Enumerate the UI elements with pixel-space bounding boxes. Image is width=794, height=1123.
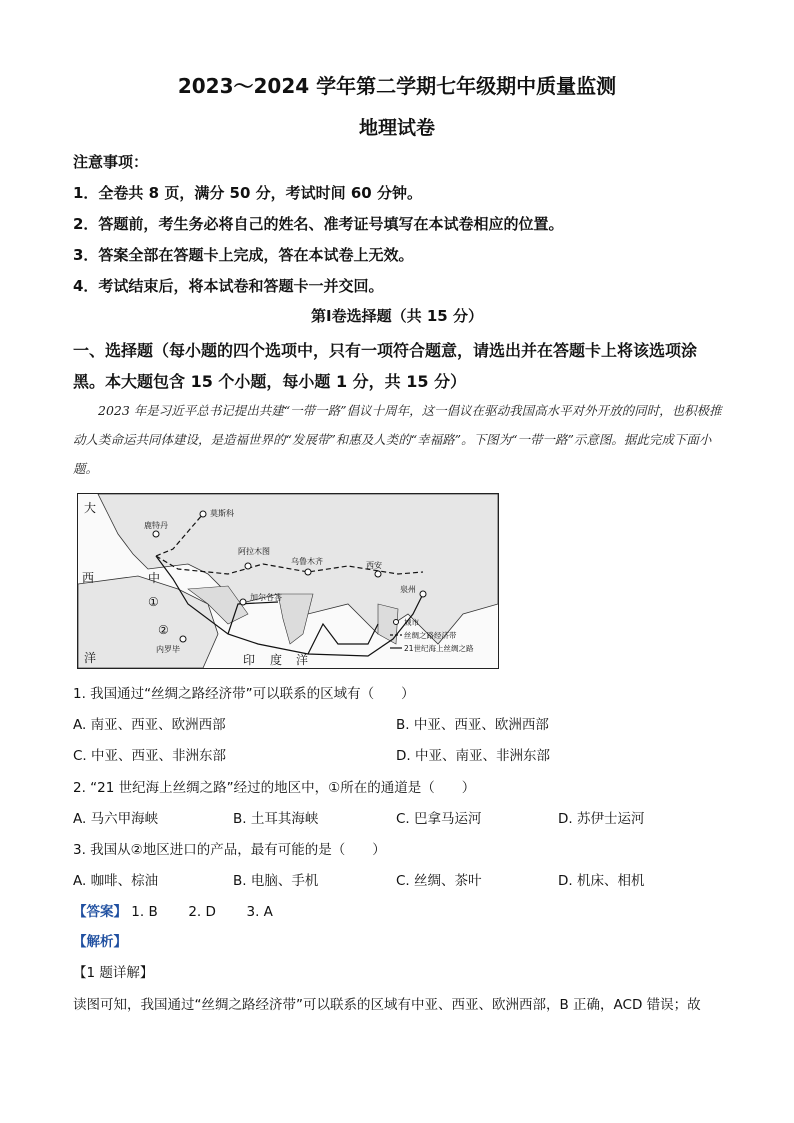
section-instruction-line1: 一、选择题（每小题的四个选项中，只有一项符合题意，请选出并在答题卡上将该选项涂	[73, 341, 698, 360]
legend-city: 城市	[404, 618, 419, 627]
question-2-option-d[interactable]: D. 苏伊士运河	[558, 811, 645, 827]
note-item: 2．答题前，考生务必将自己的姓名、准考证号填写在本试卷相应的位置。	[73, 215, 564, 233]
note-item: 4．考试结束后，将本试卷和答题卡一并交回。	[73, 277, 384, 295]
exam-title: 2023～2024 学年第二学期七年级期中质量监测	[177, 74, 617, 98]
city-dot-almaty	[245, 563, 251, 569]
map-city-label: 西安	[366, 561, 382, 570]
legend-belt: 丝绸之路经济带	[404, 631, 457, 640]
exam-subtitle: 地理试卷	[358, 117, 435, 139]
city-dot-moscow	[200, 511, 206, 517]
detail-tag: 【1 题详解】	[73, 965, 154, 981]
city-dot-urumqi	[305, 569, 311, 575]
legend-road: 21世纪海上丝绸之路	[404, 644, 474, 653]
question-3-option-a[interactable]: A. 咖啡、棕油	[73, 873, 159, 889]
question-3-option-d[interactable]: D. 机床、相机	[558, 873, 645, 889]
map-region-label: 西	[82, 571, 95, 585]
question-1-option-d[interactable]: D. 中亚、南亚、非洲东部	[396, 748, 550, 764]
question-1-option-c[interactable]: C. 中亚、西亚、非洲东部	[73, 748, 227, 764]
city-dot-kolkata	[240, 599, 246, 605]
question-3-option-c[interactable]: C. 丝绸、茶叶	[396, 873, 482, 889]
map-city-label: 内罗毕	[156, 645, 180, 654]
question-2-option-c[interactable]: C. 巴拿马运河	[396, 811, 482, 827]
map-city-label: 鹿特丹	[144, 521, 168, 530]
answer-line	[73, 900, 273, 920]
question-3-option-b[interactable]: B. 电脑、手机	[233, 873, 319, 889]
map-marker-2: ②	[158, 623, 169, 637]
explanation-text: 读图可知，我国通过“丝绸之路经济带”可以联系的区域有中亚、西亚、欧洲西部，B 正确，ACD 错误；故	[73, 997, 701, 1013]
map-region-label: 印	[243, 653, 256, 667]
answer-value: 1. B	[131, 904, 158, 920]
question-1-stem: 1. 我国通过“丝绸之路经济带”可以联系的区域有（ ）	[73, 686, 415, 702]
map-city-label: 阿拉木图	[238, 547, 270, 556]
analysis-tag: 【解析】	[73, 934, 127, 950]
map-region-label: 洋	[84, 651, 97, 665]
map-marker-1: ①	[148, 595, 159, 609]
answer-value: 3. A	[246, 904, 273, 920]
city-dot-rotterdam	[153, 531, 159, 537]
map-city-label: 莫斯科	[210, 509, 234, 518]
answer-tag: 【答案】	[73, 904, 127, 920]
note-item: 1．全卷共 8 页，满分 50 分，考试时间 60 分钟。	[73, 184, 422, 202]
section-title: 第Ⅰ卷选择题（共 15 分）	[311, 307, 483, 325]
section-instruction-line2: 黑。本大题包含 15 个小题，每小题 1 分，共 15 分）	[73, 372, 467, 391]
notes-heading: 注意事项：	[73, 153, 149, 171]
city-dot-nairobi	[180, 636, 186, 642]
map-city-label: 乌鲁木齐	[291, 557, 323, 566]
land-india	[278, 594, 313, 644]
map-city-label: 泉州	[400, 585, 416, 594]
map-region-label: 大	[84, 501, 97, 515]
map-city-label: 加尔各答	[250, 593, 282, 602]
answer-value: 2. D	[188, 904, 216, 920]
city-dot-xian	[375, 571, 381, 577]
map-region-label: 洋	[296, 653, 309, 667]
question-3-stem: 3. 我国从②地区进口的产品，最有可能的是（ ）	[73, 842, 386, 858]
map-region-label: 中	[148, 571, 161, 585]
map-region-label: 度	[270, 653, 283, 667]
note-item: 3．答案全部在答题卡上完成，答在本试卷上无效。	[73, 246, 414, 264]
question-1-option-a[interactable]: A. 南亚、西亚、欧洲西部	[73, 717, 226, 733]
belt-and-road-map	[77, 493, 499, 669]
question-2-option-a[interactable]: A. 马六甲海峡	[73, 811, 159, 827]
reading-passage: 2023 年是习近平总书记提出共建“一带一路”倡议十周年，这一倡议在驱动我国高水平对外开放的同时，也积极推动人类命运共同体建设，是造福世界的“发展带”和惠及人类的“幸福路”。下图为“一带一路”示意图。据此完成下面小题。	[73, 403, 722, 476]
question-2-option-b[interactable]: B. 土耳其海峡	[233, 811, 319, 827]
question-2-stem: 2. “21 世纪海上丝绸之路”经过的地区中，①所在的通道是（ ）	[73, 780, 476, 796]
city-dot-quanzhou	[420, 591, 426, 597]
question-1-option-b[interactable]: B. 中亚、西亚、欧洲西部	[396, 717, 549, 733]
